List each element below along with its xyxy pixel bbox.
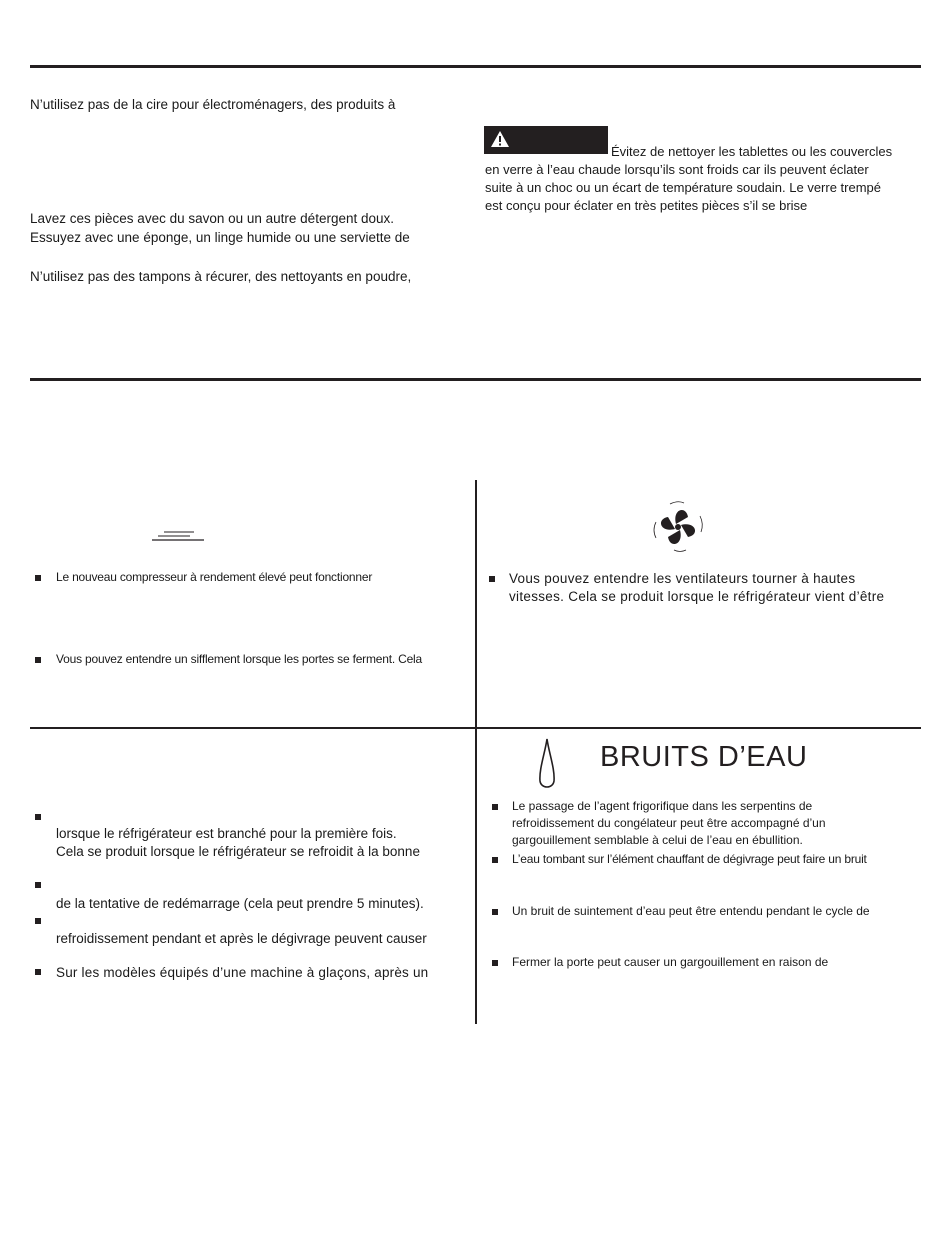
grid-horizontal-divider	[30, 727, 921, 729]
warning-line-3: suite à un choc ou un écart de température soudain. Le verre trempé	[485, 180, 882, 195]
top-divider	[30, 65, 921, 68]
bullet	[492, 804, 498, 810]
bullet	[492, 909, 498, 915]
water-bullet-2: L’eau tombant sur l’élément chauffant de dégivrage peut faire un bruit	[512, 852, 867, 866]
fan-bullet-1-line-1: Vous pouvez entendre les ventilateurs tourner à hautes	[509, 571, 856, 586]
bullet	[35, 918, 41, 924]
cleaning-paragraph-3: N’utilisez pas des tampons à récurer, des nettoyants en poudre,	[30, 269, 412, 284]
bullet	[489, 576, 495, 582]
q3-bullet-3-line-2: refroidissement pendant et après le dégivrage peuvent causer	[56, 931, 427, 946]
compressor-lines-icon	[150, 530, 206, 546]
grid-vertical-divider	[475, 480, 477, 1024]
q3-bullet-1-line-3: Cela se produit lorsque le réfrigérateur se refroidit à la bonne	[56, 844, 420, 859]
bullet	[35, 575, 41, 581]
bullet	[35, 969, 41, 975]
warning-triangle-icon	[490, 130, 510, 148]
water-bullet-3: Un bruit de suintement d’eau peut être entendu pendant le cycle de	[512, 904, 870, 918]
compressor-bullet-2: Vous pouvez entendre un sifflement lorsque les portes se ferment. Cela	[56, 652, 422, 666]
q3-bullet-2-line-2: de la tentative de redémarrage (cela peut prendre 5 minutes).	[56, 896, 424, 911]
warning-line-2: en verre à l’eau chaude lorsqu’ils sont froids car ils peuvent éclater	[485, 162, 869, 177]
bullet	[492, 857, 498, 863]
water-drop-icon	[537, 737, 557, 793]
q3-bullet-1-line-2: lorsque le réfrigérateur est branché pour la première fois.	[56, 826, 397, 841]
fan-bullet-1-line-2: vitesses. Cela se produit lorsque le réfrigérateur vient d’être	[509, 589, 885, 604]
q3-bullet-4: Sur les modèles équipés d’une machine à glaçons, après un	[56, 965, 429, 980]
water-noises-title: BRUITS D’EAU	[600, 741, 808, 773]
fan-icon	[650, 500, 706, 554]
bullet	[492, 960, 498, 966]
warning-label	[484, 126, 608, 154]
bullet	[35, 882, 41, 888]
bullet	[35, 814, 41, 820]
warning-line-1: Évitez de nettoyer les tablettes ou les couvercles	[611, 144, 893, 159]
section-divider	[30, 378, 921, 381]
bullet	[35, 657, 41, 663]
water-bullet-4: Fermer la porte peut causer un gargouillement en raison de	[512, 955, 829, 969]
cleaning-paragraph-2-line-1: Lavez ces pièces avec du savon ou un autre détergent doux.	[30, 211, 394, 226]
water-bullet-1-line-3: gargouillement semblable à celui de l’eau en ébullition.	[512, 833, 803, 847]
cleaning-paragraph-1: N’utilisez pas de la cire pour électroménagers, des produits à	[30, 97, 396, 112]
water-bullet-1-line-1: Le passage de l’agent frigorifique dans les serpentins de	[512, 799, 813, 813]
water-bullet-1-line-2: refroidissement du congélateur peut être accompagné d’un	[512, 816, 826, 830]
compressor-bullet-1: Le nouveau compresseur à rendement élevé peut fonctionner	[56, 570, 373, 584]
warning-line-4: est conçu pour éclater en très petites pièces s’il se brise	[485, 198, 808, 213]
cleaning-paragraph-2-line-2: Essuyez avec une éponge, un linge humide ou une serviette de	[30, 230, 410, 245]
